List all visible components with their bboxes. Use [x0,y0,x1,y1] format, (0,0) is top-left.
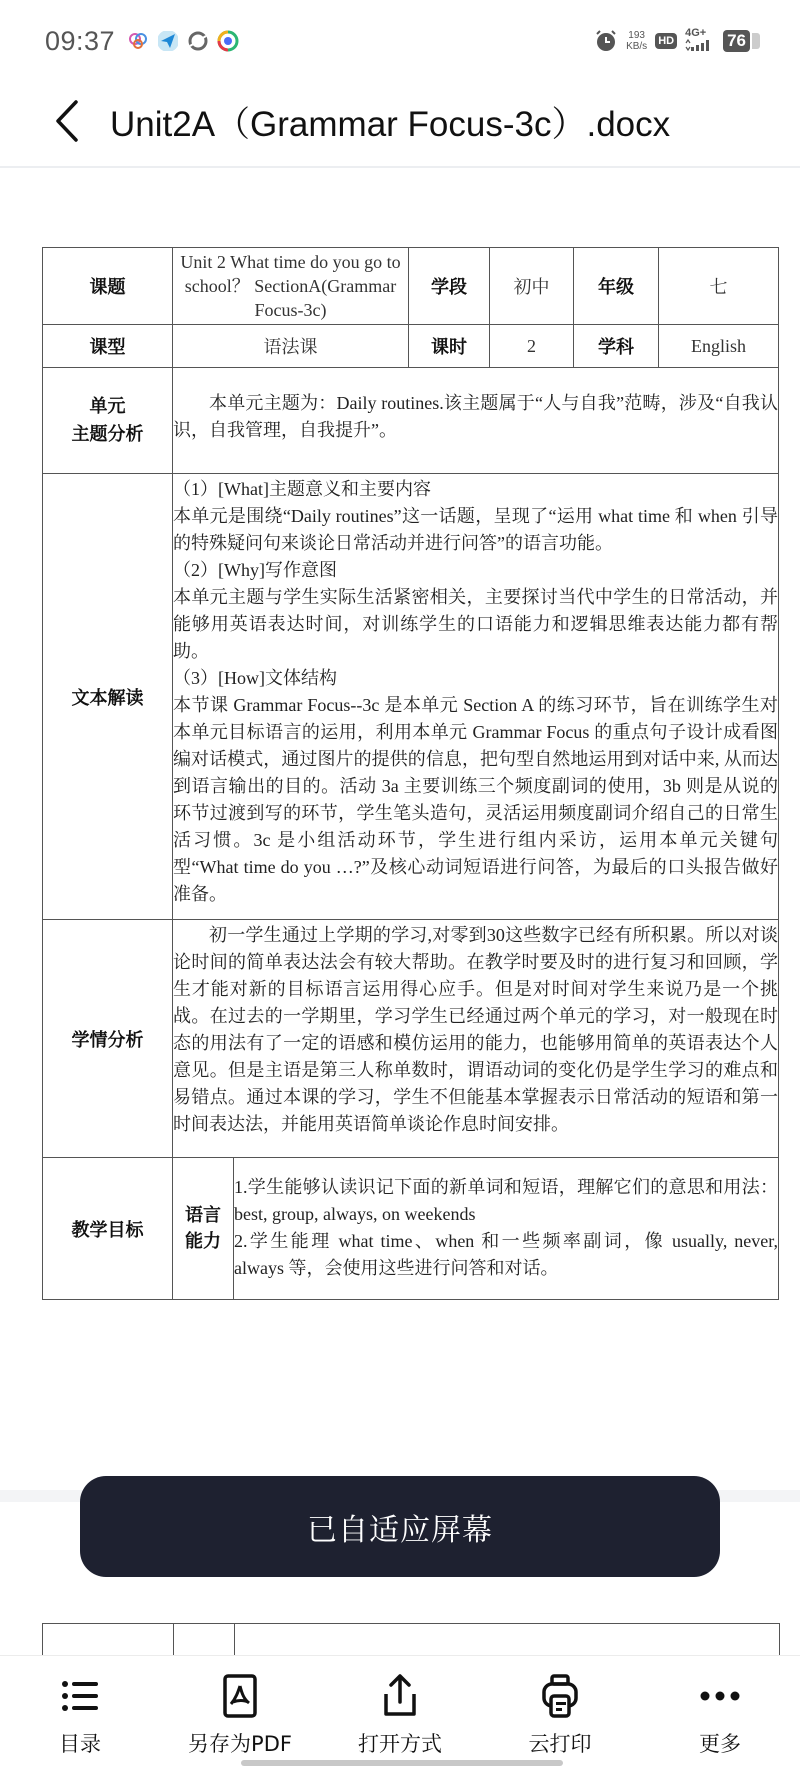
text-analysis-content [173,474,779,920]
table-row [43,1158,779,1300]
label-stage: 学段 [409,248,490,325]
grade-value: 七 [659,248,779,325]
signal-bars-icon [685,39,715,51]
how-heading: （3）[How]文体结构 [173,668,337,688]
notification-icons [127,30,239,52]
status-bar [0,0,800,80]
label-subject: 学科 [574,325,659,368]
what-text: 本单元是围绕“Daily routines”这一话题，呈现了“运用 what time 和 when 引导的特殊疑问句来谈论日常活动并进行问答”的语言功能。 [173,506,779,553]
table-row [43,368,779,474]
table-row [43,474,779,920]
label-topic: 课题 [43,248,173,325]
chevron-left-icon[interactable] [48,98,88,144]
pdf-icon [216,1672,264,1720]
more-icon [696,1672,744,1720]
document-page[interactable] [42,247,778,1300]
status-time: 09:37 [45,26,116,56]
unit-theme-text: 本单元主题为：Daily routines.该主题属于“人与自我”范畴，涉及“自我认识，自我管理，自我提升”。 [173,368,779,474]
how-text: 本节课 Grammar Focus--3c 是本单元 Section A 的练习环节，旨在训练学生对本单元目标语言的运用，利用本单元 Grammar Focus 的重点句子设计成看图编对话模式，通过图片的提供的信息，把句型自然地运用到对话中来, 从而达到语言输出的目的。活动 3a 主要训练三个频度副词的使用，3b 则是从说的环节过渡到写的环节，学生笔头造句，灵活运用频度副词介绍自己的日常生活习惯。3c 是小组活动环节，学生进行组内采访，运用本单元关键句型“What time do you …?”及核心动词短语进行问答，为最后的口头报告做好准备。 [173,695,779,904]
open-with-button[interactable]: 打开方式 [330,1656,470,1770]
why-text: 本单元主题与学生实际生活紧密相关，主要探讨当代中学生的日常活动，并能够用英语表达时间，对训练学生的口语能力和逻辑思维表达能力都有帮助。 [173,587,779,661]
fit-screen-toast: 已自适应屏幕 [80,1476,720,1577]
home-indicator[interactable] [241,1760,563,1766]
lesson-plan-table [42,247,779,1300]
cloud-print-button[interactable]: 云打印 [490,1656,630,1770]
what-heading: （1）[What]主题意义和主要内容 [173,479,431,499]
why-heading: （2）[Why]写作意图 [173,560,337,580]
document-title: Unit2A（Grammar Focus-3c）.docx [110,105,671,144]
title-bar [0,80,800,168]
planet-icon [187,30,209,52]
subject-value: English [659,325,779,368]
bottom-toolbar [0,1655,800,1770]
label-learner-analysis: 学情分析 [43,920,173,1158]
goal-item-2: 2.学生能理 what time、when 和一些频率副词，像 usually, never, always 等，会使用这些进行问答和对话。 [234,1231,779,1278]
table-row [43,325,779,368]
more-button[interactable]: 更多 [650,1656,790,1770]
table-row [43,920,779,1158]
topic-value: Unit 2 What time do you go to school？ SectionA(Grammar Focus-3c) [173,248,409,325]
status-right [594,28,750,54]
table-row [43,248,779,325]
learner-analysis-text: 初一学生通过上学期的学习,对零到30这些数字已经有所积累。所以对谈论时间的简单表达法会有较大帮助。在教学时要及时的进行复习和回顾，学生才能对新的目标语言运用得心应手。但是对时间对学生来说乃是一个挑战。在过去的一学期里，学习学生已经通过两个单元的学习，对一般现在时态的用法有了一定的语感和模仿运用的能力，也能够用简单的英语表达个人意见。但是主语是第三人称单数时，谓语动词的变化仍是学生学习的难点和易错点。通过本课的学习，学生不但能基本掌握表示日常活动的短语和第一时间表达法，并能用英语简单谈论作息时间安排。 [173,920,779,1158]
printer-icon [536,1672,584,1720]
signal-indicator: 4G+ [685,28,715,54]
telegram-like-icon [157,30,179,52]
stage-value: 初中 [490,248,574,325]
label-unit-theme: 单元 主题分析 [43,368,173,474]
label-type: 课型 [43,325,173,368]
share-icon [376,1672,424,1720]
period-value: 2 [490,325,574,368]
label-text-analysis: 文本解读 [43,474,173,920]
network-speed: 193 KB/s [626,30,648,52]
app-icon-1 [127,30,149,52]
label-language-ability: 语言 能力 [173,1158,234,1300]
label-teaching-goals: 教学目标 [43,1158,173,1300]
bell-app-icon [217,30,239,52]
language-ability-text [234,1158,779,1300]
toc-button[interactable]: 目录 [10,1656,150,1770]
type-value: 语法课 [173,325,409,368]
label-period: 课时 [409,325,490,368]
save-as-pdf-button[interactable]: 另存为PDF [170,1656,310,1770]
goal-item-1: 1.学生能够认读识记下面的新单词和短语，理解它们的意思和用法：best, group, always, on weekends [234,1177,779,1224]
battery-indicator: 76 [723,30,750,52]
label-grade: 年级 [574,248,659,325]
list-icon [56,1672,104,1720]
alarm-icon [594,29,618,53]
hd-badge: HD [655,33,677,49]
